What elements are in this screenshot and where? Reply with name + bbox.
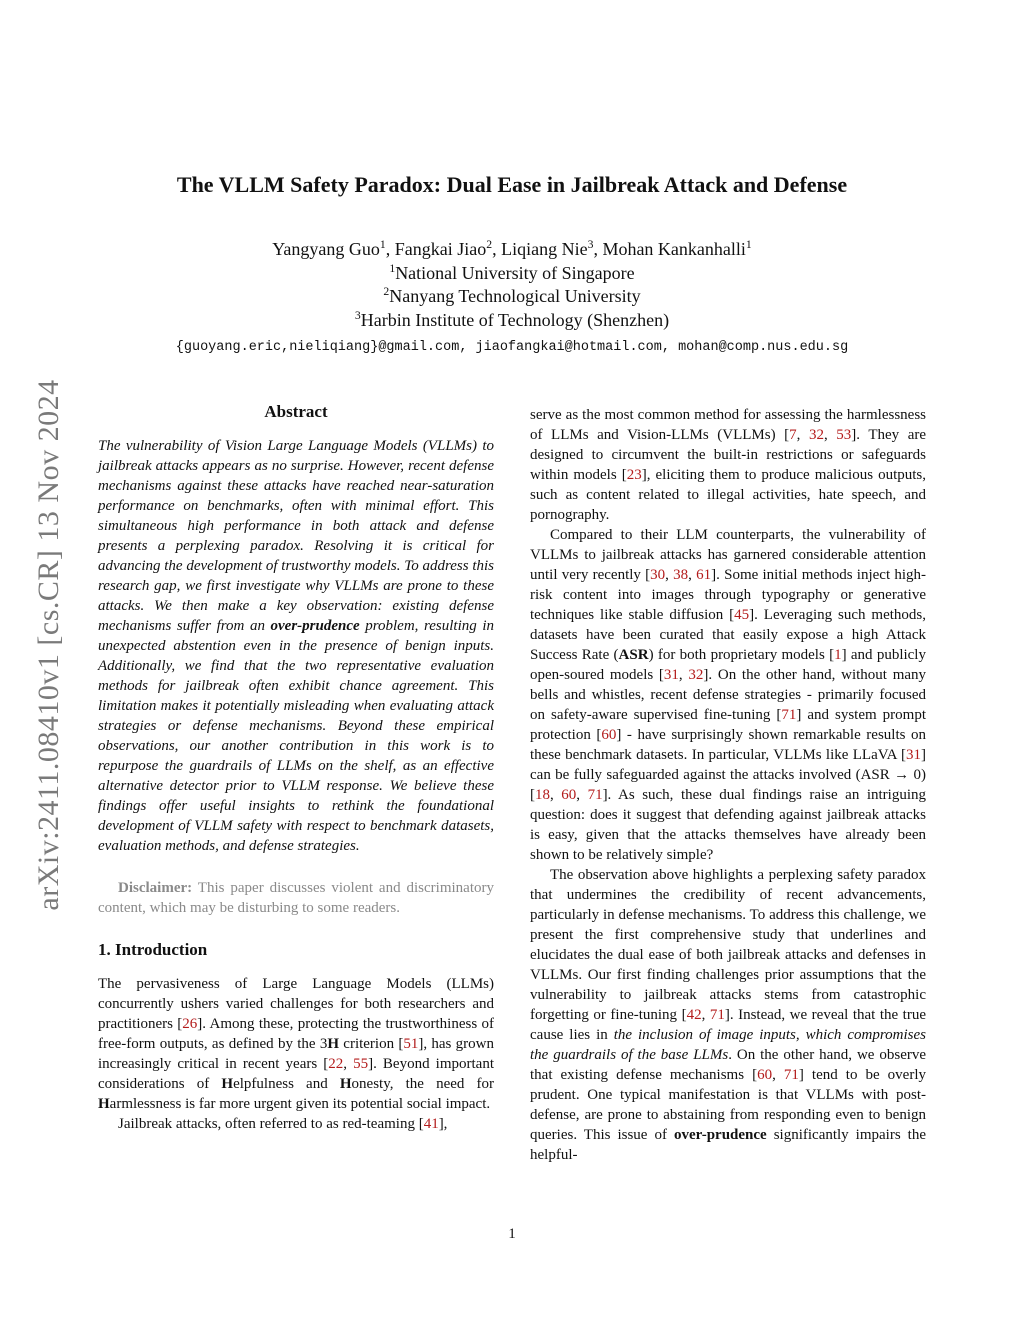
affiliation-name: Harbin Institute of Technology (Shenzhen) bbox=[360, 309, 670, 330]
citation-link[interactable]: 42 bbox=[686, 1007, 702, 1023]
body-paragraph: serve as the most common method for assessing the harmlessness of LLMs and Vision-LLMs (VLLMs) [7, 32, 53]. They are designed to circumvent the built-in restrictions or safeguards within models [23], eliciting them to produce malicious outputs, such as content related to illegal activities, hate speech, and pornography. bbox=[530, 407, 927, 523]
disclaimer-label: Disclaimer: bbox=[118, 880, 193, 896]
left-body bbox=[98, 974, 494, 1134]
citation-link[interactable]: 60 bbox=[757, 1067, 773, 1083]
citation-link[interactable]: 60 bbox=[601, 727, 617, 743]
body-paragraph: Compared to their LLM counterparts, the vulnerability of VLLMs to jailbreak attacks has garnered considerable attention until very recently [30, 38, 61]. Some initial methods inject high-risk content into images through typography or generative techniques like stable diffusion [45]. Leveraging such methods, datasets have been curated that easily expose a high Attack Success Rate (ASR) for both proprietary models [1] and publicly open-soured models [31, 32]. On the other hand, without many bells and whistles, recent defense strategies - primarily focused on safety-aware supervised fine-tuning [71] and system prompt protection [60] - have surprisingly shown remarkable results on these benchmark datasets. In particular, VLLMs like LLaVA [31] can be fully safeguarded against the attacks involved (ASR → 0) [18, 60, 71]. As such, these dual findings raise an intriguing question: does it suggest that defending against jailbreak attacks is easy, given that the attacks themselves have already been shown to be relatively simple? bbox=[530, 527, 927, 863]
affiliation-list bbox=[0, 262, 1024, 333]
affiliation-mark: 2 bbox=[383, 285, 390, 298]
right-column bbox=[530, 405, 926, 1165]
affiliation bbox=[0, 285, 1024, 309]
author-affiliation-mark: 3 bbox=[587, 238, 594, 251]
body-paragraph: The pervasiveness of Large Language Models (LLMs) concurrently ushers varied challenges for both researchers and practitioners [26]. Among these, protecting the trustworthiness of free-form outputs, as defined by the 3H criterion [51], has grown increasingly critical in recent years [22, 55]. Beyond important considerations of Helpfulness and Honesty, the need for Harmlessness is far more urgent given its potential social impact. bbox=[98, 976, 495, 1112]
affiliation-mark: 1 bbox=[389, 261, 396, 275]
citation-link[interactable]: 55 bbox=[353, 1056, 369, 1072]
citation-link[interactable]: 32 bbox=[688, 667, 704, 683]
affiliation bbox=[0, 309, 1024, 333]
citation-link[interactable]: 18 bbox=[535, 787, 550, 803]
bold-text: over-prudence bbox=[673, 1127, 767, 1143]
citation-link[interactable]: 60 bbox=[561, 787, 577, 803]
citation-link[interactable]: 51 bbox=[403, 1036, 419, 1052]
arxiv-identifier bbox=[32, 350, 66, 940]
abstract-body: The vulnerability of Vision Large Language Models (VLLMs) to jailbreak attacks appears as no surprise. However, recent defense mechanisms against these attacks have reached near-saturation performance on benchmarks, often with minimal effort. This simultaneous high performance in both attack and defense presents a perplexing paradox. Resolving it is critical for advancing the development of trustworthy models. To address this research gap, we first investigate why VLLMs are prone to these attacks. We then make a key observation: existing defense mechanisms suffer from an over-prudence problem, resulting in unexpected abstention even in the presence of benign inputs. Additionally, we find that the two representative evaluation methods for jailbreak often exhibit chance agreement. This limitation makes it potentially misleading when evaluating attack strategies or defense mechanisms. Beyond these empirical observations, our another contribution in this work is to repurpose the guardrails of LLMs on the shelf, as an effective alternative detector prior to VLLM response. We believe these findings offer useful insights to rethink the foundational development of VLLM safety with respect to benchmark datasets, evaluation methods, and defense strategies. bbox=[98, 438, 494, 854]
author-affiliation-mark: 1 bbox=[745, 238, 752, 251]
bold-text: H bbox=[327, 1036, 340, 1052]
affiliation-name: National University of Singapore bbox=[395, 262, 635, 283]
citation-link[interactable]: 1 bbox=[834, 647, 842, 663]
section-heading-introduction: 1. Introduction bbox=[98, 940, 208, 959]
affiliation bbox=[0, 262, 1024, 286]
author-name: Fangkai Jiao bbox=[394, 239, 487, 259]
author-list: Yangyang Guo$^1$, Fangkai Jiao$^2$, Liqiang Nie$^3$, Mohan Kankanhalli$^1$ bbox=[272, 238, 752, 259]
bold-text: ASR bbox=[618, 647, 649, 663]
disclaimer-text: This paper discusses violent and discriminatory content, which may be disturbing to some readers. bbox=[98, 880, 494, 916]
author-block bbox=[0, 238, 1024, 360]
affiliation-name: Nanyang Technological University bbox=[389, 286, 641, 306]
citation-link[interactable]: 26 bbox=[182, 1016, 198, 1032]
citation-link[interactable]: 31 bbox=[663, 667, 679, 683]
bold-text: over-prudence bbox=[270, 618, 360, 634]
citation-link[interactable]: 23 bbox=[626, 467, 642, 483]
bold-text: H bbox=[221, 1076, 234, 1092]
affiliation-mark: 3 bbox=[354, 308, 361, 322]
citation-link[interactable]: 7 bbox=[789, 427, 797, 443]
author-name: Liqiang Nie bbox=[501, 239, 588, 259]
citation-link[interactable]: 45 bbox=[734, 607, 750, 623]
right-body bbox=[530, 405, 926, 1165]
citation-link[interactable]: 38 bbox=[673, 567, 689, 583]
page-number: 1 bbox=[508, 1226, 516, 1242]
citation-link[interactable]: 71 bbox=[587, 787, 603, 803]
abstract-heading: Abstract bbox=[264, 402, 328, 421]
citation-link[interactable]: 71 bbox=[709, 1007, 725, 1023]
citation-link[interactable]: 22 bbox=[328, 1056, 344, 1072]
author-name: Yangyang Guo bbox=[272, 239, 380, 259]
author-affiliation-mark: 1 bbox=[379, 238, 386, 251]
left-column bbox=[98, 402, 494, 1134]
citation-link[interactable]: 71 bbox=[781, 707, 797, 723]
italic-text: the inclusion of image inputs, which compromises the guardrails of the base LLMs bbox=[530, 1027, 926, 1063]
citation-link[interactable]: 30 bbox=[650, 567, 666, 583]
citation-link[interactable]: 61 bbox=[696, 567, 712, 583]
citation-link[interactable]: 41 bbox=[423, 1116, 439, 1132]
body-paragraph: The observation above highlights a perplexing safety paradox that undermines the credibility of recent advancements, particularly in defense mechanisms. To address this challenge, we present the first comprehensive study that underlines and elucidates the dual ease of both jailbreak attacks and defenses in VLLMs. Our first finding challenges prior assumptions that the vulnerability to jailbreak attacks stems from catastrophic forgetting or fine-tuning [42, 71]. Instead, we reveal that the true cause lies in the inclusion of image inputs, which compromises the guardrails of the base LLMs. On the other hand, we observe that existing defense mechanisms [60, 71] tend to be overly prudent. One typical manifestation is that VLLMs with post-defense, are prone to abstaining from responding even to benign queries. This issue of over-prudence significantly impairs the helpful- bbox=[530, 867, 927, 1163]
citation-link[interactable]: 31 bbox=[906, 747, 921, 763]
bold-text: H bbox=[98, 1096, 110, 1112]
bold-text: H bbox=[339, 1076, 352, 1092]
citation-link[interactable]: 71 bbox=[783, 1067, 799, 1083]
body-paragraph: Jailbreak attacks, often referred to as red-teaming [41], bbox=[118, 1116, 448, 1132]
arxiv-identifier-text: arXiv:2411.08410v1 [cs.CR] 13 Nov 2024 bbox=[32, 379, 65, 911]
disclaimer bbox=[98, 878, 494, 918]
author-affiliation-mark: 2 bbox=[486, 238, 493, 251]
author-name: Mohan Kankanhalli bbox=[602, 239, 746, 259]
email-line: {guoyang.eric,nieliqiang}@gmail.com, jiaofangkai@hotmail.com, mohan@comp.nus.edu.sg bbox=[175, 340, 849, 355]
citation-link[interactable]: 53 bbox=[836, 427, 852, 443]
citation-link[interactable]: 32 bbox=[808, 427, 824, 443]
paper-title: The VLLM Safety Paradox: Dual Ease in Jailbreak Attack and Defense bbox=[176, 172, 848, 197]
